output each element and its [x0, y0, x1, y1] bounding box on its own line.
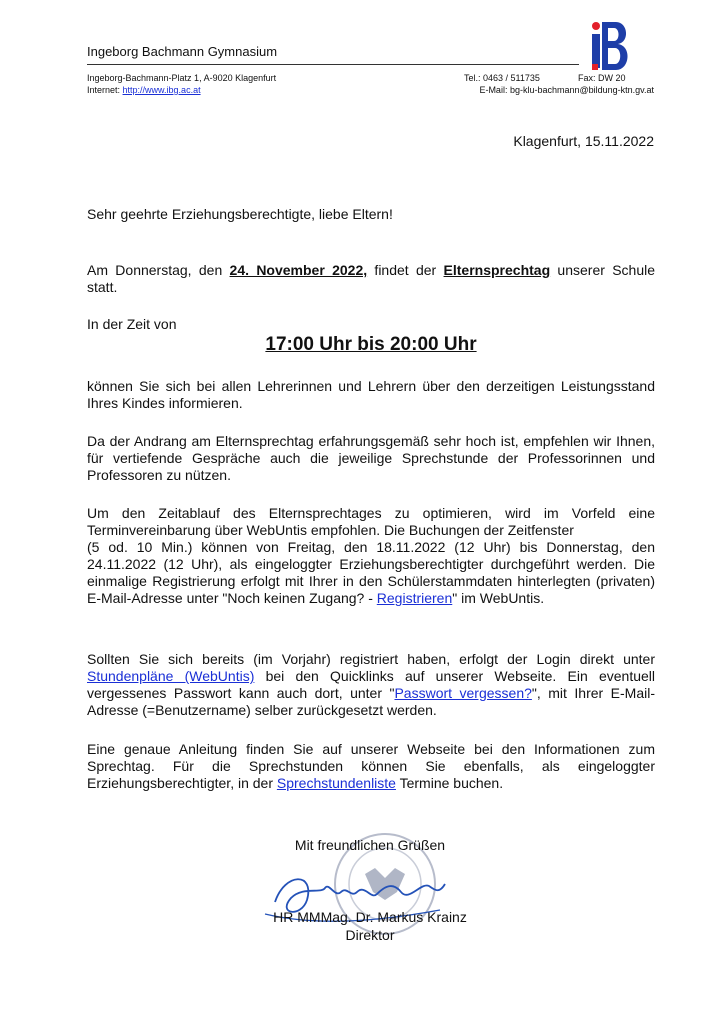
school-address: Ingeborg-Bachmann-Platz 1, A-9020 Klagenfurt: [87, 73, 277, 83]
paragraph-instructions: [87, 741, 655, 792]
internet-line: [87, 85, 201, 96]
p1-text-b: findet der: [367, 262, 444, 278]
logo-i-stem: [592, 34, 600, 68]
forgot-password-link[interactable]: Passwort vergessen?: [394, 685, 532, 701]
p1-text-c: unserer Schule statt.: [87, 262, 656, 295]
paragraph-event: [87, 262, 655, 296]
school-phone: Tel.: 0463 / 511735: [464, 73, 540, 83]
webuntis-link[interactable]: Stundenpläne (WebUntis): [87, 668, 255, 684]
school-fax: Fax: DW 20: [578, 73, 626, 83]
signature-block: [225, 822, 485, 952]
signer-title: Direktor: [345, 927, 395, 943]
time-range: 17:00 Uhr bis 20:00 Uhr: [265, 334, 477, 355]
website-link[interactable]: http://www.ibg.ac.at: [122, 85, 201, 95]
school-name: Ingeborg Bachmann Gymnasium: [87, 44, 278, 59]
logo-accent: [592, 64, 598, 70]
p4-text-3: " im WebUntis.: [452, 590, 545, 606]
p4-text-1: Um den Zeitablauf des Elternsprechtages zu optimieren, wird im Vorfeld eine Terminvereinbarung über WebUntis empfohlen. Die Buchungen der Zeitfenster: [87, 505, 655, 538]
p5-text-b: bei den Quicklinks auf unserer Webseite. Ein eventuell vergessenes Passwort kann auch dort, unter ": [87, 668, 655, 701]
school-logo: [588, 20, 632, 72]
salutation: Sehr geehrte Erziehungsberechtigte, liebe Eltern!: [87, 206, 393, 222]
logo-b-letter: [602, 22, 628, 70]
p5-text-c: ", mit Ihrer E-Mail-Adresse (=Benutzername) selber zurückgesetzt werden.: [87, 685, 655, 718]
logo-dot: [592, 22, 600, 30]
p6-text-a: Eine genaue Anleitung finden Sie auf unserer Webseite bei den Informationen zum Sprechtag. Für die Sprechstunden können Sie ebenfalls, als eingeloggter Erziehungsberechtigter, in der: [87, 741, 655, 791]
signer-name: HR MMMag. Dr. Markus Krainz: [273, 909, 467, 925]
event-date: 24. November 2022,: [229, 262, 368, 278]
paragraph-info: können Sie sich bei allen Lehrerinnen und Lehrern über den derzeitigen Leistungsstand Ihres Kindes informieren.: [87, 378, 655, 411]
p6-text-b: Termine buchen.: [395, 775, 504, 791]
office-hours-link[interactable]: Sprechstundenliste: [276, 775, 396, 791]
paragraph-recommendation: Da der Andrang am Elternsprechtag erfahrungsgemäß sehr hoch ist, empfehlen wir Ihnen, für vertiefende Gespräche auch die jeweilige Sprechstunde der Professorinnen und Professoren zu nützen.: [87, 433, 655, 483]
letter-date: Klagenfurt, 15.11.2022: [513, 133, 654, 149]
header-divider: [87, 64, 579, 65]
closing-greeting: Mit freundlichen Grüßen: [294, 837, 446, 853]
time-intro: In der Zeit von: [87, 316, 177, 332]
p1-text-a: Am Donnerstag, den: [87, 262, 230, 278]
p5-text-a: Sollten Sie sich bereits (im Vorjahr) registriert haben, erfolgt der Login direkt unter: [87, 651, 655, 667]
p4-text-2: (5 od. 10 Min.) können von Freitag, den 18.11.2022 (12 Uhr) bis Donnerstag, den 24.11.2022 (12 Uhr), als eingeloggter Erziehungsberechtigter durchgeführt werden. Die einmalige Registrierung erfolgt mit Ihrer in den Schülerstammdaten hinterlegten (privaten) E-Mail-Adresse unter "Noch keinen Zugang? -: [87, 539, 655, 606]
event-name: Elternsprechtag: [443, 262, 551, 278]
paragraph-login: [87, 651, 655, 719]
internet-label: Internet:: [87, 85, 123, 95]
paragraph-booking: [87, 505, 655, 607]
school-email: E-Mail: bg-klu-bachmann@bildung-ktn.gv.at: [479, 85, 654, 95]
register-link[interactable]: Registrieren: [376, 590, 453, 606]
